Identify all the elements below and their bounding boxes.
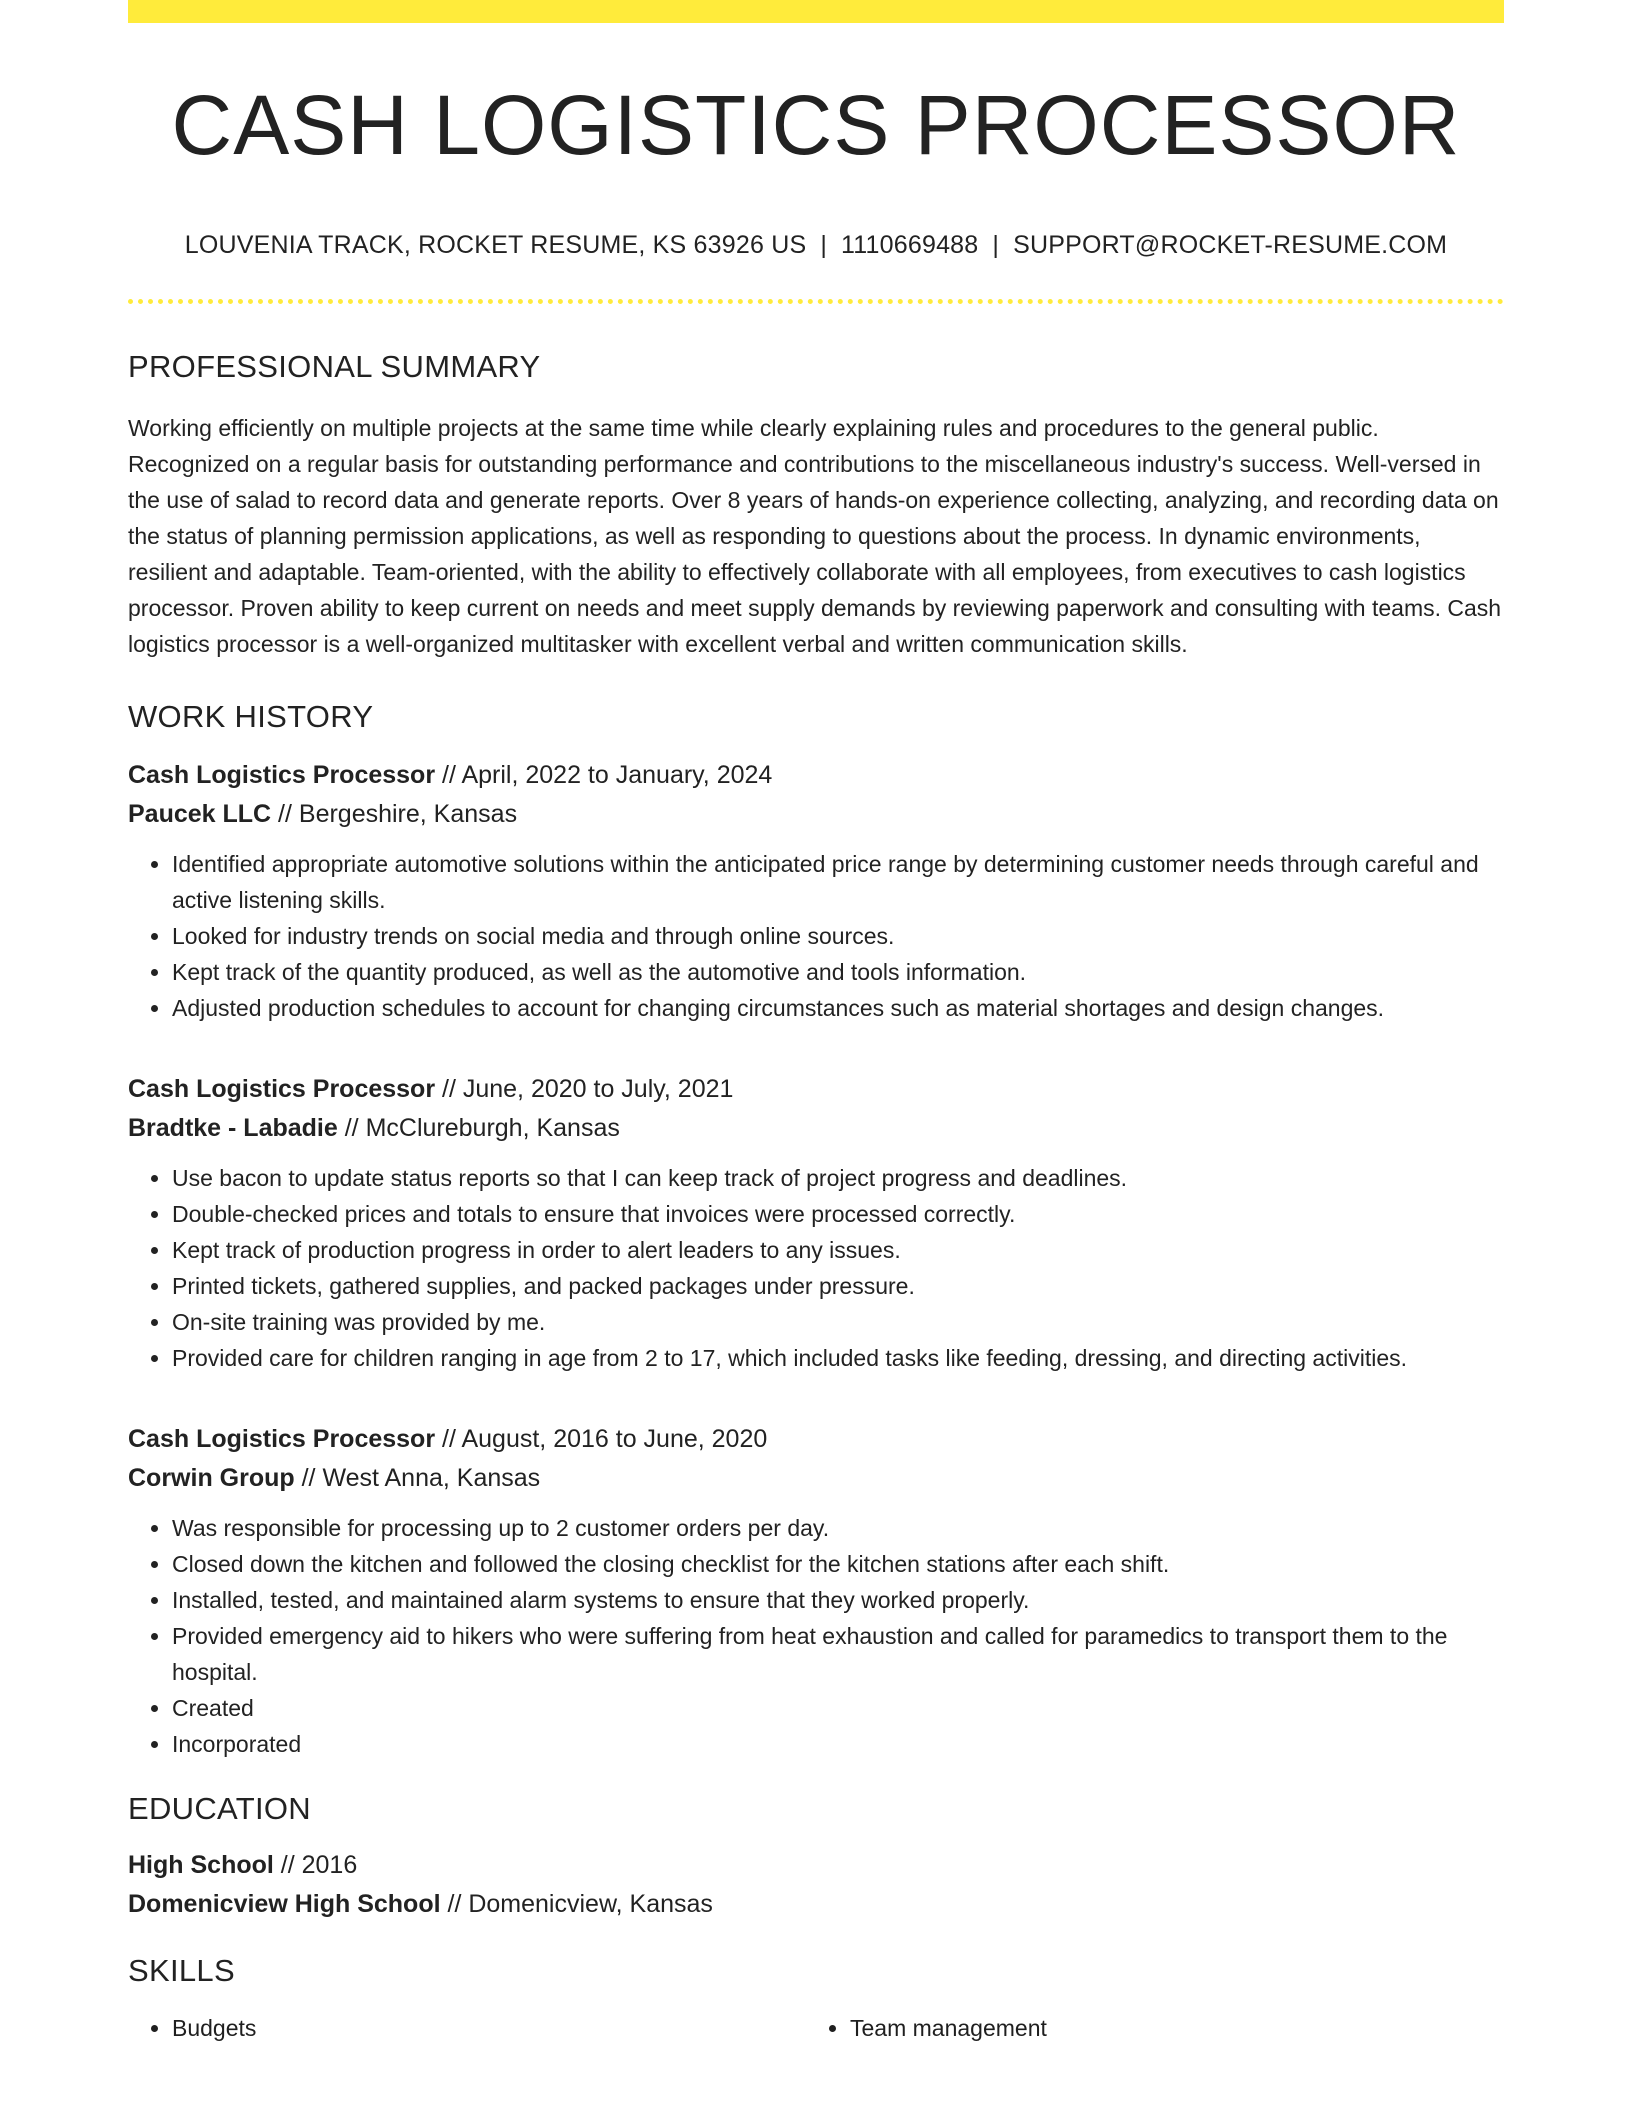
education-entry [128,1846,1504,1924]
job-company-line [128,1459,1504,1498]
section-title-work-history: WORK HISTORY [128,699,374,735]
job-bullets [128,1510,1504,1762]
contact-phone: 1110669488 [841,231,979,259]
education-location: // Domenicview, Kansas [440,1890,713,1919]
job-company-line [128,795,1504,834]
education-year: // 2016 [273,1851,358,1880]
resume-page [128,0,1504,2046]
bullet-item: • Provided care for children ranging in age from 2 to 17, which included tasks like feeding, dressing, and directing activities. [172,1340,1504,1376]
bullet-item: • Looked for industry trends on social media and through online sources. [172,918,1504,954]
section-title-education: EDUCATION [128,1791,311,1827]
resume-name: CASH LOGISTICS PROCESSOR [171,78,1461,172]
contact-address: LOUVENIA TRACK, ROCKET RESUME, KS 63926 US [184,231,807,259]
summary-text: Working efficiently on multiple projects at the same time while clearly explaining rules and procedures to the general public. Recognized on a regular basis for outstanding performance and contributions to the miscellaneous industry's success. Well-versed in the use of salad to record data and generate reports. Over 8 years of hands-on experience collecting, analyzing, and recording data on the status of planning permission applications, as well as responding to questions about the process. In dynamic environments, resilient and adaptable. Team-oriented, with the ability to effectively collaborate with all employees, from executives to cash logistics processor. Proven ability to keep current on needs and meet supply demands by reviewing paperwork and consulting with teams. Cash logistics processor is a well-organized multitasker with excellent verbal and written communication skills. [128,415,1502,658]
job-title-line [128,1420,1504,1459]
contact-email: SUPPORT@ROCKET-RESUME.COM [1013,231,1448,259]
job-dates: // April, 2022 to January, 2024 [435,761,773,790]
job-location: // West Anna, Kansas [294,1464,541,1493]
bullet-item: • Installed, tested, and maintained alarm systems to ensure that they worked properly. [172,1582,1504,1618]
job-bullets [128,846,1504,1026]
skills-list [128,2010,1504,2046]
job-company: Corwin Group [128,1464,295,1493]
contact-separator: | [992,231,1000,259]
job-company: Paucek LLC [128,800,272,829]
contact-separator: | [820,231,828,259]
job-location: // McClureburgh, Kansas [337,1114,620,1143]
bullet-item: • Kept track of the quantity produced, as well as the automotive and tools information. [172,954,1504,990]
bullet-item: • Kept track of production progress in order to alert leaders to any issues. [172,1232,1504,1268]
job-title-line [128,1070,1504,1109]
bullet-item: • Adjusted production schedules to account for changing circumstances such as material shortages and design changes. [172,990,1504,1026]
bullet-item: • Double-checked prices and totals to ensure that invoices were processed correctly. [172,1196,1504,1232]
skills-column-left [128,2010,806,2046]
job-title-line [128,756,1504,795]
education-school: Domenicview High School [128,1890,441,1919]
bullet-item: • Incorporated [172,1726,1504,1762]
job-role: Cash Logistics Processor [128,1075,436,1104]
work-history-list [128,756,1504,1762]
skills-column-right [806,2010,1484,2046]
section-title-skills: SKILLS [128,1953,235,1989]
contact-line [128,231,1504,260]
bullet-item: • Printed tickets, gathered supplies, and packed packages under pressure. [172,1268,1504,1304]
education-school-line [128,1885,1504,1924]
job-entry [128,1420,1504,1762]
accent-bar [128,0,1504,23]
job-location: // Bergeshire, Kansas [271,800,518,829]
job-role: Cash Logistics Processor [128,1425,436,1454]
bullet-item: • Closed down the kitchen and followed the closing checklist for the kitchen stations after each shift. [172,1546,1504,1582]
bullet-item: • Identified appropriate automotive solutions within the anticipated price range by determining customer needs through careful and active listening skills. [172,846,1504,918]
job-dates: // June, 2020 to July, 2021 [435,1075,734,1104]
bullet-item: • Was responsible for processing up to 2 customer orders per day. [172,1510,1504,1546]
job-entry [128,756,1504,1026]
job-role: Cash Logistics Processor [128,761,436,790]
section-title-summary: PROFESSIONAL SUMMARY [128,349,541,384]
skill-item: • Team management [850,2010,1484,2046]
bullet-item: • Created [172,1690,1504,1726]
job-bullets [128,1160,1504,1376]
job-dates: // August, 2016 to June, 2020 [435,1425,768,1454]
bullet-item: • On-site training was provided by me. [172,1304,1504,1340]
bullet-item: • Provided emergency aid to hikers who were suffering from heat exhaustion and called for paramedics to transport them to the hospital. [172,1618,1504,1690]
education-degree: High School [128,1851,274,1880]
skill-item: • Budgets [172,2010,806,2046]
job-company-line [128,1109,1504,1148]
job-entry [128,1070,1504,1376]
job-company: Bradtke - Labadie [128,1114,338,1143]
education-degree-line [128,1846,1504,1885]
bullet-item: • Use bacon to update status reports so that I can keep track of project progress and deadlines. [172,1160,1504,1196]
dotted-divider [128,299,1504,304]
